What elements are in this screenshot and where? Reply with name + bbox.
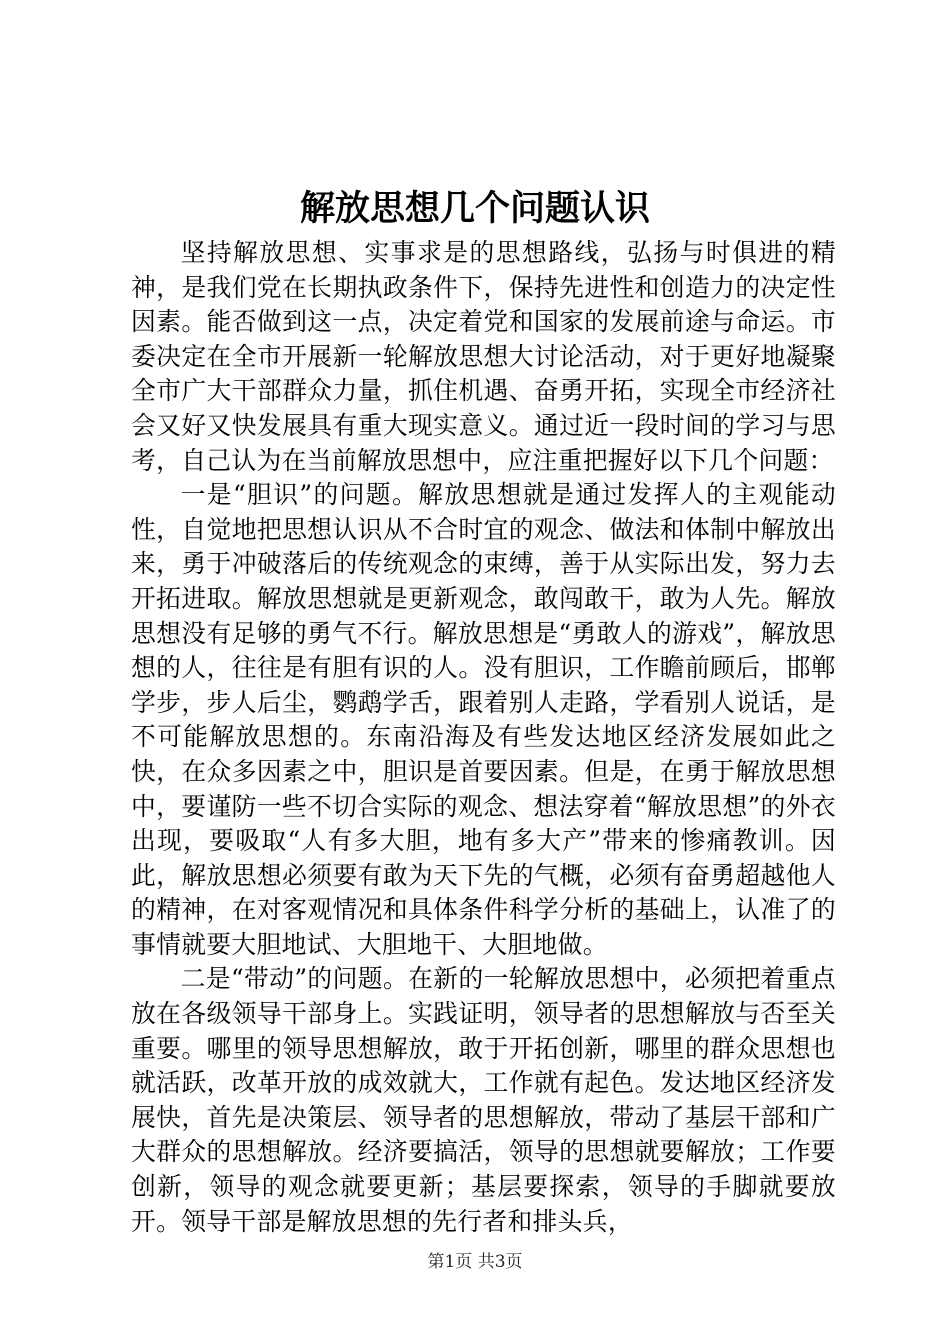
paragraph-courage: 一是“胆识”的问题。解放思想就是通过发挥人的主观能动性，自觉地把思想认识从不合时宜的观念、做法和体制中解放出来，勇于冲破落后的传统观念的束缚，善于从实际出发，努力去开拓进取。解放思想就是更新观念，敢闯敢干，敢为人先。解放思想没有足够的勇气不行。解放思想是“勇敢人的游戏”，解放思想的人，往往是有胆有识的人。没有胆识，工作瞻前顾后，邯郸学步，步人后尘，鹦鹉学舌，跟着别人走路，学看别人说话，是不可能解放思想的。东南沿海及有些发达地区经济发展如此之快，在众多因素之中，胆识是首要因素。但是，在勇于解放思想中，要谨防一些不切合实际的观念、想法穿着“解放思想”的外衣出现，要吸取“人有多大胆，地有多大产”带来的惨痛教训。因此，解放思想必须要有敢为天下先的气概，必须有奋勇超越他人的精神，在对客观情况和具体条件科学分析的基础上，认准了的事情就要大胆地试、大胆地干、大胆地做。: [131, 480, 836, 959]
document-body: [131, 236, 836, 1239]
page-number-footer: 第1页 共3页: [427, 1252, 523, 1272]
paragraph-leadership: 二是“带动”的问题。在新的一轮解放思想中，必须把着重点放在各级领导干部身上。实践证明，领导者的思想解放与否至关重要。哪里的领导思想解放，敢于开拓创新，哪里的群众思想也就活跃，改革开放的成效就大，工作就有起色。发达地区经济发展快，首先是决策层、领导者的思想解放，带动了基层干部和广大群众的思想解放。经济要搞活，领导的思想就要解放；工作要创新，领导的观念就要更新；基层要探索，领导的手脚就要放开。领导干部是解放思想的先行者和排头兵，: [131, 964, 836, 1236]
paragraph-intro: 坚持解放思想、实事求是的思想路线，弘扬与时俱进的精神，是我们党在长期执政条件下，保持先进性和创造力的决定性因素。能否做到这一点，决定着党和国家的发展前途与命运。市委决定在全市开展新一轮解放思想大讨论活动，对于更好地凝聚全市广大干部群众力量，抓住机遇、奋勇开拓，实现全市经济社会又好又快发展具有重大现实意义。通过近一段时间的学习与思考，自己认为在当前解放思想中，应注重把握好以下几个问题：: [131, 238, 836, 475]
page-title: 解放思想几个问题认识: [299, 188, 650, 229]
